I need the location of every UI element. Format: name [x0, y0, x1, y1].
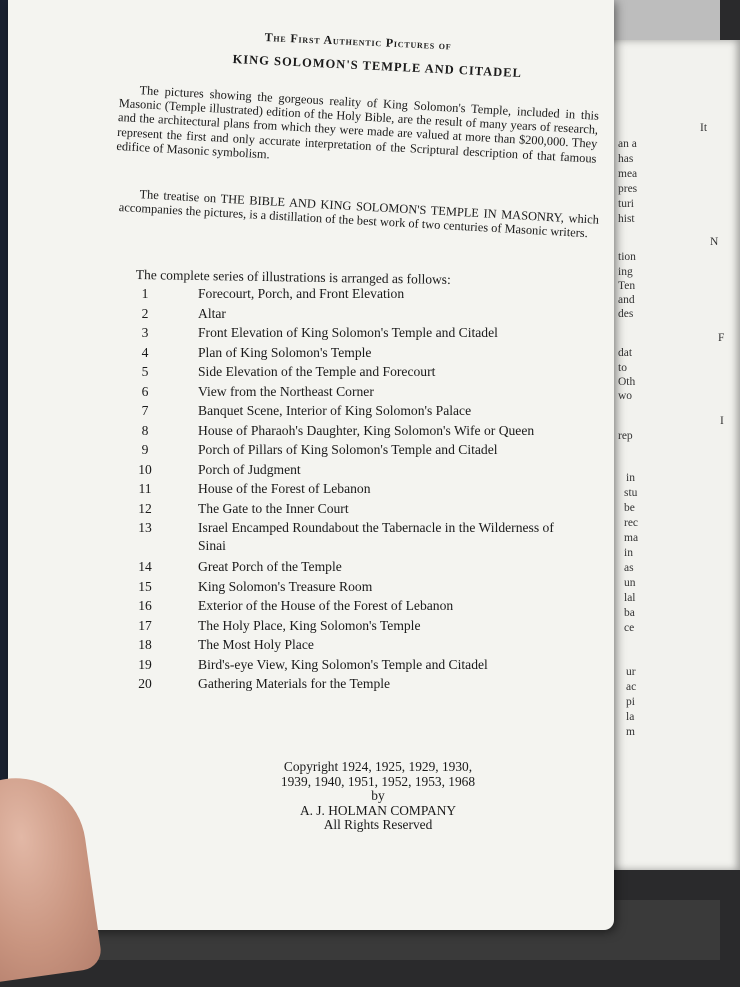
- paragraph-treatise: The treatise on THE BIBLE AND KING SOLOMON'S TEMPLE IN MASONRY, which accompanies the pictures, is a distillation of the best work of two centuries of Masonic writers.: [118, 187, 600, 241]
- item-number: 13: [138, 520, 152, 535]
- item-number: 2: [141, 305, 149, 321]
- item-title: Israel Encamped Roundabout the Tabernacle in the Wilderness of: [198, 520, 554, 535]
- item-number: 6: [141, 383, 149, 399]
- item-number: 5: [141, 364, 149, 379]
- item-title: Banquet Scene, Interior of King Solomon's Palace: [198, 403, 472, 418]
- page-heading-small: The First Authentic Pictures of: [264, 30, 452, 53]
- facing-page-text: m: [626, 726, 635, 738]
- item-number: 17: [138, 617, 152, 633]
- item-number: 20: [138, 676, 152, 691]
- facing-page-text: ac: [626, 681, 637, 693]
- item-number: 14: [138, 559, 152, 574]
- item-number: 1: [141, 286, 149, 301]
- facing-page-text: N: [710, 236, 719, 248]
- item-title-continuation: Sinai: [198, 538, 226, 553]
- facing-page-text: and: [618, 294, 635, 306]
- facing-page-text: in: [626, 472, 635, 484]
- facing-page-text: Oth: [618, 376, 636, 388]
- facing-page-text: pi: [626, 696, 635, 708]
- rights-statement: All Rights Reserved: [323, 817, 433, 833]
- item-title: The Holy Place, King Solomon's Temple: [198, 617, 421, 633]
- facing-page: [610, 40, 740, 870]
- item-title: Exterior of the House of the Forest of Lebanon: [198, 598, 454, 613]
- facing-page-text: dat: [618, 347, 633, 359]
- facing-page-text: be: [624, 502, 635, 514]
- item-number: 8: [141, 422, 149, 438]
- copyright-by: by: [371, 788, 385, 804]
- item-number: 16: [138, 598, 152, 613]
- facing-page-text: ing: [618, 266, 633, 278]
- facing-page-text: to: [618, 362, 627, 374]
- item-number: 11: [138, 481, 152, 496]
- item-number: 15: [138, 578, 152, 594]
- facing-page-text: tion: [618, 251, 636, 263]
- facing-page-text: lal: [624, 592, 636, 604]
- item-title: Altar: [198, 305, 226, 321]
- facing-page-text: ma: [624, 532, 639, 544]
- facing-page-text: rec: [624, 517, 639, 529]
- item-number: 7: [141, 403, 149, 418]
- facing-page-text: hist: [618, 213, 635, 225]
- item-title: The Gate to the Inner Court: [198, 500, 349, 516]
- facing-page-text: mea: [618, 168, 638, 180]
- facing-page-text: I: [720, 415, 724, 427]
- facing-page-text: turi: [618, 198, 634, 210]
- facing-page-text: has: [618, 153, 634, 165]
- item-title: Front Elevation of King Solomon's Temple and Citadel: [198, 325, 498, 340]
- facing-page-text: rep: [618, 430, 633, 442]
- facing-page-text: an a: [618, 138, 637, 150]
- publisher-name: A. J. HOLMAN COMPANY: [299, 802, 457, 818]
- list-intro: The complete series of illustrations is arranged as follows:: [135, 267, 451, 287]
- facing-page-text: des: [618, 308, 634, 320]
- item-title: Gathering Materials for the Temple: [198, 676, 391, 691]
- facing-page-text: la: [626, 711, 635, 723]
- item-number: 3: [141, 325, 149, 340]
- item-title: House of the Forest of Lebanon: [198, 481, 371, 496]
- item-title: Forecourt, Porch, and Front Elevation: [198, 286, 405, 301]
- item-title: Porch of Judgment: [198, 461, 301, 477]
- item-title: Side Elevation of the Temple and Forecourt: [198, 364, 436, 379]
- facing-page-text: pres: [618, 183, 638, 195]
- item-title: Great Porch of the Temple: [198, 559, 342, 574]
- facing-page-text: ba: [624, 607, 635, 619]
- book-page: [8, 0, 614, 930]
- facing-page-text: in: [624, 547, 633, 559]
- item-number: 12: [138, 500, 152, 516]
- facing-page-text: as: [624, 562, 634, 574]
- item-number: 10: [138, 461, 152, 477]
- item-title: Porch of Pillars of King Solomon's Temple and Citadel: [198, 442, 498, 457]
- item-number: 19: [138, 656, 152, 672]
- copyright-block: [238, 760, 518, 833]
- item-title: King Solomon's Treasure Room: [198, 578, 373, 594]
- facing-page-text: It: [700, 122, 708, 134]
- facing-page-text: Ten: [618, 280, 636, 292]
- page-heading-main: KING SOLOMON'S TEMPLE AND CITADEL: [232, 52, 523, 81]
- item-title: Bird's-eye View, King Solomon's Temple and Citadel: [198, 656, 488, 672]
- facing-page-text: ce: [624, 622, 635, 634]
- facing-page-text: un: [624, 577, 636, 589]
- item-number: 4: [141, 344, 149, 360]
- item-title: Plan of King Solomon's Temple: [198, 344, 372, 360]
- item-number: 9: [141, 442, 149, 457]
- copyright-years: Copyright 1924, 1925, 1929, 1930,: [283, 759, 473, 774]
- item-title: View from the Northeast Corner: [198, 383, 374, 399]
- item-title: House of Pharaoh's Daughter, King Solomon's Wife or Queen: [198, 422, 535, 438]
- item-title: The Most Holy Place: [198, 637, 314, 652]
- facing-page-text: F: [718, 332, 725, 344]
- copyright-years-cont: 1939, 1940, 1951, 1952, 1953, 1968: [280, 773, 476, 789]
- item-number: 18: [138, 637, 152, 652]
- facing-page-text: ur: [626, 666, 636, 678]
- facing-page-text: wo: [618, 390, 633, 402]
- facing-page-text: stu: [624, 487, 638, 499]
- paragraph-pictures: The pictures showing the gorgeous reality of King Solomon's Temple, included in this Masonic (Temple illustrated) edition of the Holy Bible, are the result of many years of research, and the architectural plans from which they were made are valued at more than $200,000. They represent the first and only accurate interpretation of the Scriptural description of that famous edifice of Masonic symbolism.: [116, 83, 600, 166]
